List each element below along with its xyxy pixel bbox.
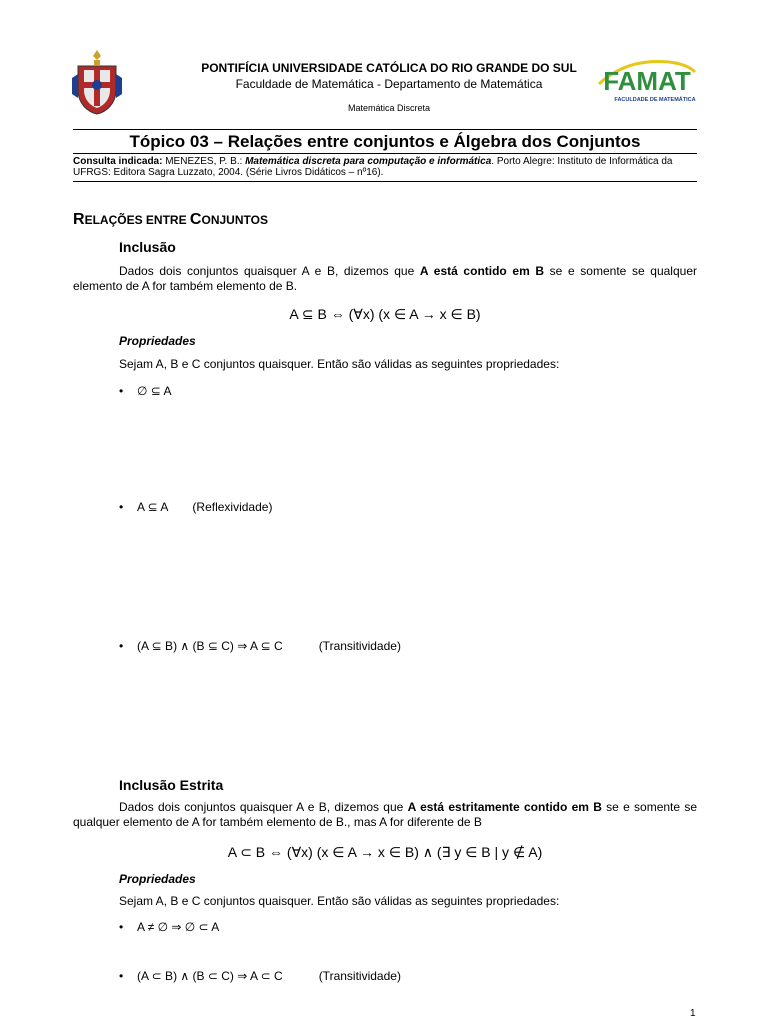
reference-note: [73, 156, 697, 178]
estrita-formula: A ⊂ B ⇔ (∀x) (x ∈ A → x ∈ B) ∧ (∃ y ∈ B | y ∉ A): [227, 844, 543, 860]
list-item: • ∅ ⊆ A: [119, 384, 172, 398]
page-title: Tópico 03 – Relações entre conjuntos e Álgebra dos Conjuntos: [129, 132, 641, 151]
reference-bottom-rule: [73, 181, 697, 182]
university-name: PONTIFÍCIA UNIVERSIDADE CATÓLICA DO RIO GRANDE DO SUL: [201, 61, 577, 75]
reference-book: Matemática discreta para computação e informática: [245, 156, 492, 167]
logo-subtext: FACULDADE DE MATEMÁTICA: [614, 97, 696, 103]
list-item: • A ≠ ∅ ⇒ ∅ ⊂ A: [119, 920, 220, 934]
inclusao-heading: Inclusão: [119, 239, 176, 255]
estrita-definition: Dados dois conjuntos quaisquer A e B, dizemos que A está estritamente contido em B se e somente se qualquer elemento de A for também elemento de B., mas A for diferente de B: [73, 800, 697, 829]
discipline-name: Matemática Discreta: [347, 103, 431, 113]
title-top-rule: [73, 129, 697, 130]
logo-text: FAMAT: [603, 66, 691, 96]
list-item: • (A ⊂ B) ∧ (B ⊂ C) ⇒ A ⊂ C (Transitividade): [119, 969, 401, 983]
inclusao-definition: Dados dois conjuntos quaisquer A e B, dizemos que A está contido em B se e somente se qualquer elemento de A for também elemento de B.: [73, 264, 697, 293]
list-item: • A ⊆ A (Reflexividade): [119, 500, 273, 514]
estrita-heading: Inclusão Estrita: [119, 777, 224, 793]
reference-author: MENEZES, P. B.:: [162, 156, 246, 167]
inclusao-formula: A ⊆ B ⇔ (∀x) (x ∈ A → x ∈ B): [289, 306, 481, 322]
section-heading: RELAÇÕES ENTRE CONJUNTOS: [73, 211, 268, 228]
list-item: • (A ⊆ B) ∧ (B ⊆ C) ⇒ A ⊆ C (Transitividade): [119, 639, 401, 653]
faculty-name: Faculdade de Matemática - Departamento de Matemática: [235, 77, 543, 91]
inclusao-props-label: Propriedades: [119, 334, 196, 348]
inclusao-props-intro: Sejam A, B e C conjuntos quaisquer. Então são válidas as seguintes propriedades:: [119, 357, 560, 371]
famat-logo-icon: [597, 54, 697, 106]
estrita-props-label: Propriedades: [119, 872, 196, 886]
page-number: 1: [690, 1008, 696, 1019]
title-bottom-rule: [73, 153, 697, 154]
reference-rest: . Porto Alegre: Instituto de Informática da UFRGS: Editora Sagra Luzzato, 2004. (Série Livros Didáticos – nº16).: [73, 156, 673, 178]
reference-label: Consulta indicada:: [73, 156, 163, 167]
estrita-props-intro: Sejam A, B e C conjuntos quaisquer. Então são válidas as seguintes propriedades:: [119, 894, 560, 908]
